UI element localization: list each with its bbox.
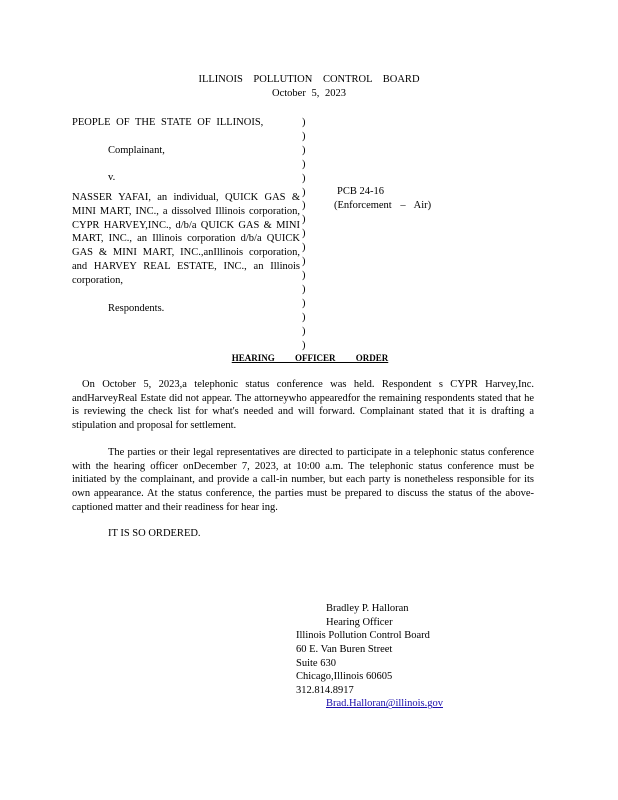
street-address: 60 E. Van Buren Street <box>296 643 393 655</box>
signature-block <box>296 602 516 711</box>
email-link[interactable]: Brad.Halloran@illinois.gov <box>326 698 443 710</box>
order-date: October 5, 2023 <box>272 87 346 99</box>
caption-brackets: ) ) ) ) ) ) ) ) ) ) ) ) ) ) ) ) ) <box>302 117 306 351</box>
order-title: HEARING OFFICER ORDER <box>231 353 389 363</box>
paragraph-2: The parties or their legal representatives are directed to participate in a telephonic status conference with the hearing officer onDecember 7, 2023, at 10:00 a.m. The telephonic status conference must be initiated by the complainant, and provide a call-in number, but each party is nonetheless responsible for its own appearance. At the status conference, the parties must be prepared to discuss the status of the above- captioned matter and their readiness for hear ing. <box>72 447 534 513</box>
signer-organization: Illinois Pollution Control Board <box>296 630 430 642</box>
case-type: (Enforcement – Air) <box>334 199 432 211</box>
closing-statement: IT IS SO ORDERED. <box>108 528 201 539</box>
respondents-label: Respondents. <box>108 302 165 314</box>
case-number: PCB 24-16 <box>337 186 384 197</box>
versus-label: v. <box>108 172 116 184</box>
paragraph-1: On October 5, 2023,a telephonic status conference was held. Respondent s CYPR Harvey,Inc. andHarveyReal Estate did not appear. The attorneywho appearedfor the remaining respondents stated that he is reviewing the check list for what's needed and will forward. Complainant stated that it is drafting a stipulation and proposal for settlement. <box>72 379 534 431</box>
case-number-block <box>334 185 431 212</box>
signer-name: Bradley P. Halloran <box>326 603 409 614</box>
case-caption-parties <box>72 116 300 315</box>
plaintiff-name: PEOPLE OF THE STATE OF ILLINOIS, <box>72 117 264 128</box>
document-header <box>0 73 618 100</box>
complainant-label: Complainant, <box>108 144 165 156</box>
defendants-list: NASSER YAFAI, an individual, QUICK GAS & MINI MART, INC., a dissolved Illinois corporation, CYPR HARVEY,INC., d/b/a QUICK GAS & MINI MART, INC., an Illinois corporation d/b/a QUICK GAS & MINI MART, INC.,anIllinois corporation, and HARVEY REAL ESTATE, INC., an Illinois corporation, <box>72 191 300 286</box>
phone-number: 312.814.8917 <box>296 684 354 696</box>
suite-number: Suite 630 <box>296 657 336 669</box>
agency-name: ILLINOIS POLLUTION CONTROL BOARD <box>198 74 420 85</box>
signer-title: Hearing Officer <box>326 616 393 628</box>
city-zip: Chicago,Illinois 60605 <box>296 671 393 683</box>
